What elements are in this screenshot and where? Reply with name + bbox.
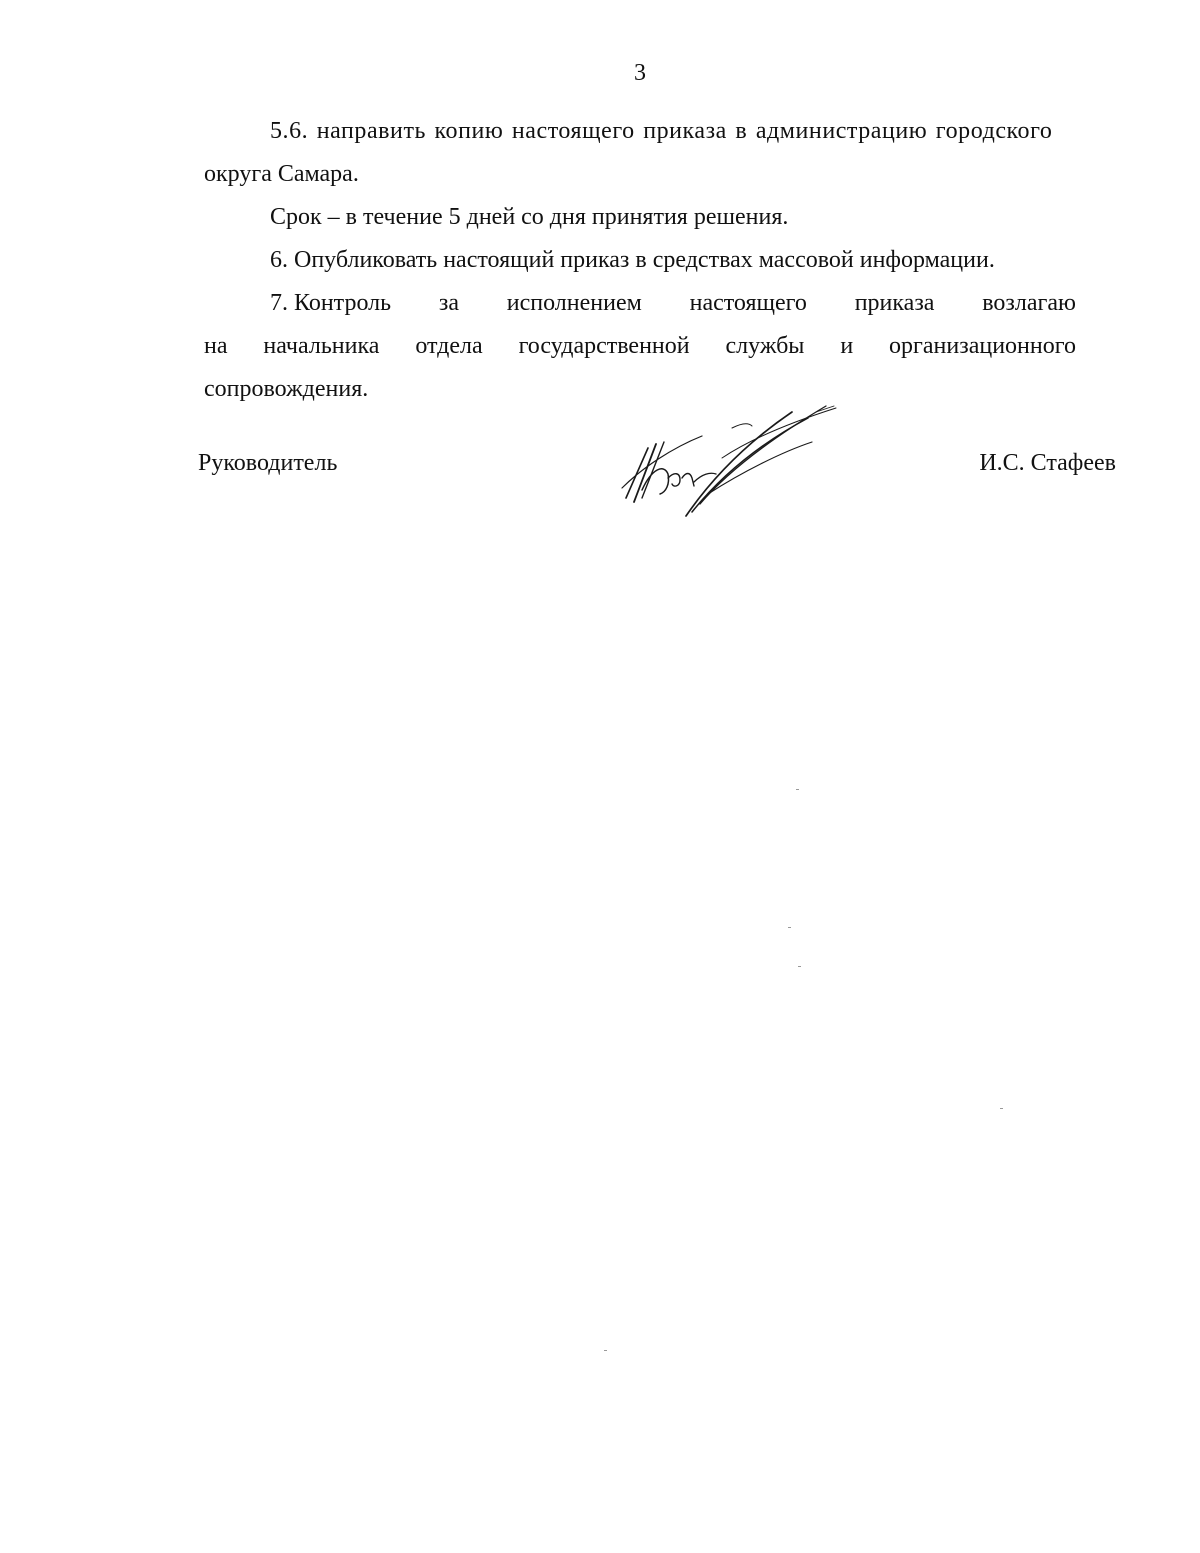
scan-speck bbox=[604, 1350, 607, 1351]
paragraph-7-word: отдела bbox=[415, 333, 483, 359]
paragraph-7-word: и bbox=[840, 333, 854, 359]
paragraph-7-word: 7. Контроль bbox=[270, 290, 392, 316]
paragraph-5-6-line-1-text: 5.6. направить копию настоящего приказа в администрацию городского bbox=[270, 118, 1053, 144]
paragraph-7-word: на bbox=[204, 333, 228, 359]
scan-speck bbox=[1000, 1108, 1003, 1109]
paragraph-6 bbox=[204, 239, 1076, 282]
scan-speck bbox=[798, 966, 801, 967]
page-number: 3 bbox=[634, 60, 646, 86]
handwritten-signature bbox=[612, 398, 848, 522]
scan-speck bbox=[788, 927, 791, 928]
paragraph-7-line-2 bbox=[204, 325, 1076, 368]
paragraph-5-6 bbox=[204, 110, 1076, 196]
paragraph-7-word: службы bbox=[725, 333, 805, 359]
paragraph-7-word: приказа bbox=[854, 290, 935, 316]
paragraph-7-word: организационного bbox=[889, 333, 1076, 359]
paragraph-7-word: за bbox=[438, 290, 459, 316]
paragraph-7-word: начальника bbox=[263, 333, 380, 359]
paragraph-7-word: исполнением bbox=[506, 290, 642, 316]
paragraph-7-word: государственной bbox=[518, 333, 690, 359]
deadline-text: Срок – в течение 5 дней со дня принятия решения. bbox=[270, 204, 789, 230]
signatory-title: Руководитель bbox=[198, 450, 338, 476]
paragraph-7-line-3: сопровождения. bbox=[204, 376, 369, 402]
document-body bbox=[204, 110, 1076, 411]
paragraph-deadline bbox=[204, 196, 1076, 239]
paragraph-5-6-line-1 bbox=[204, 110, 1076, 153]
signatory-name: И.С. Стафеев bbox=[979, 450, 1116, 476]
scan-speck bbox=[796, 789, 799, 790]
paragraph-7-line-1 bbox=[204, 282, 1076, 325]
paragraph-7 bbox=[204, 282, 1076, 411]
paragraph-6-text: 6. Опубликовать настоящий приказ в средствах массовой информации. bbox=[270, 247, 995, 273]
paragraph-7-word: настоящего bbox=[689, 290, 807, 316]
paragraph-7-word: возлагаю bbox=[982, 290, 1076, 316]
paragraph-5-6-line-2: округа Самара. bbox=[204, 161, 359, 187]
